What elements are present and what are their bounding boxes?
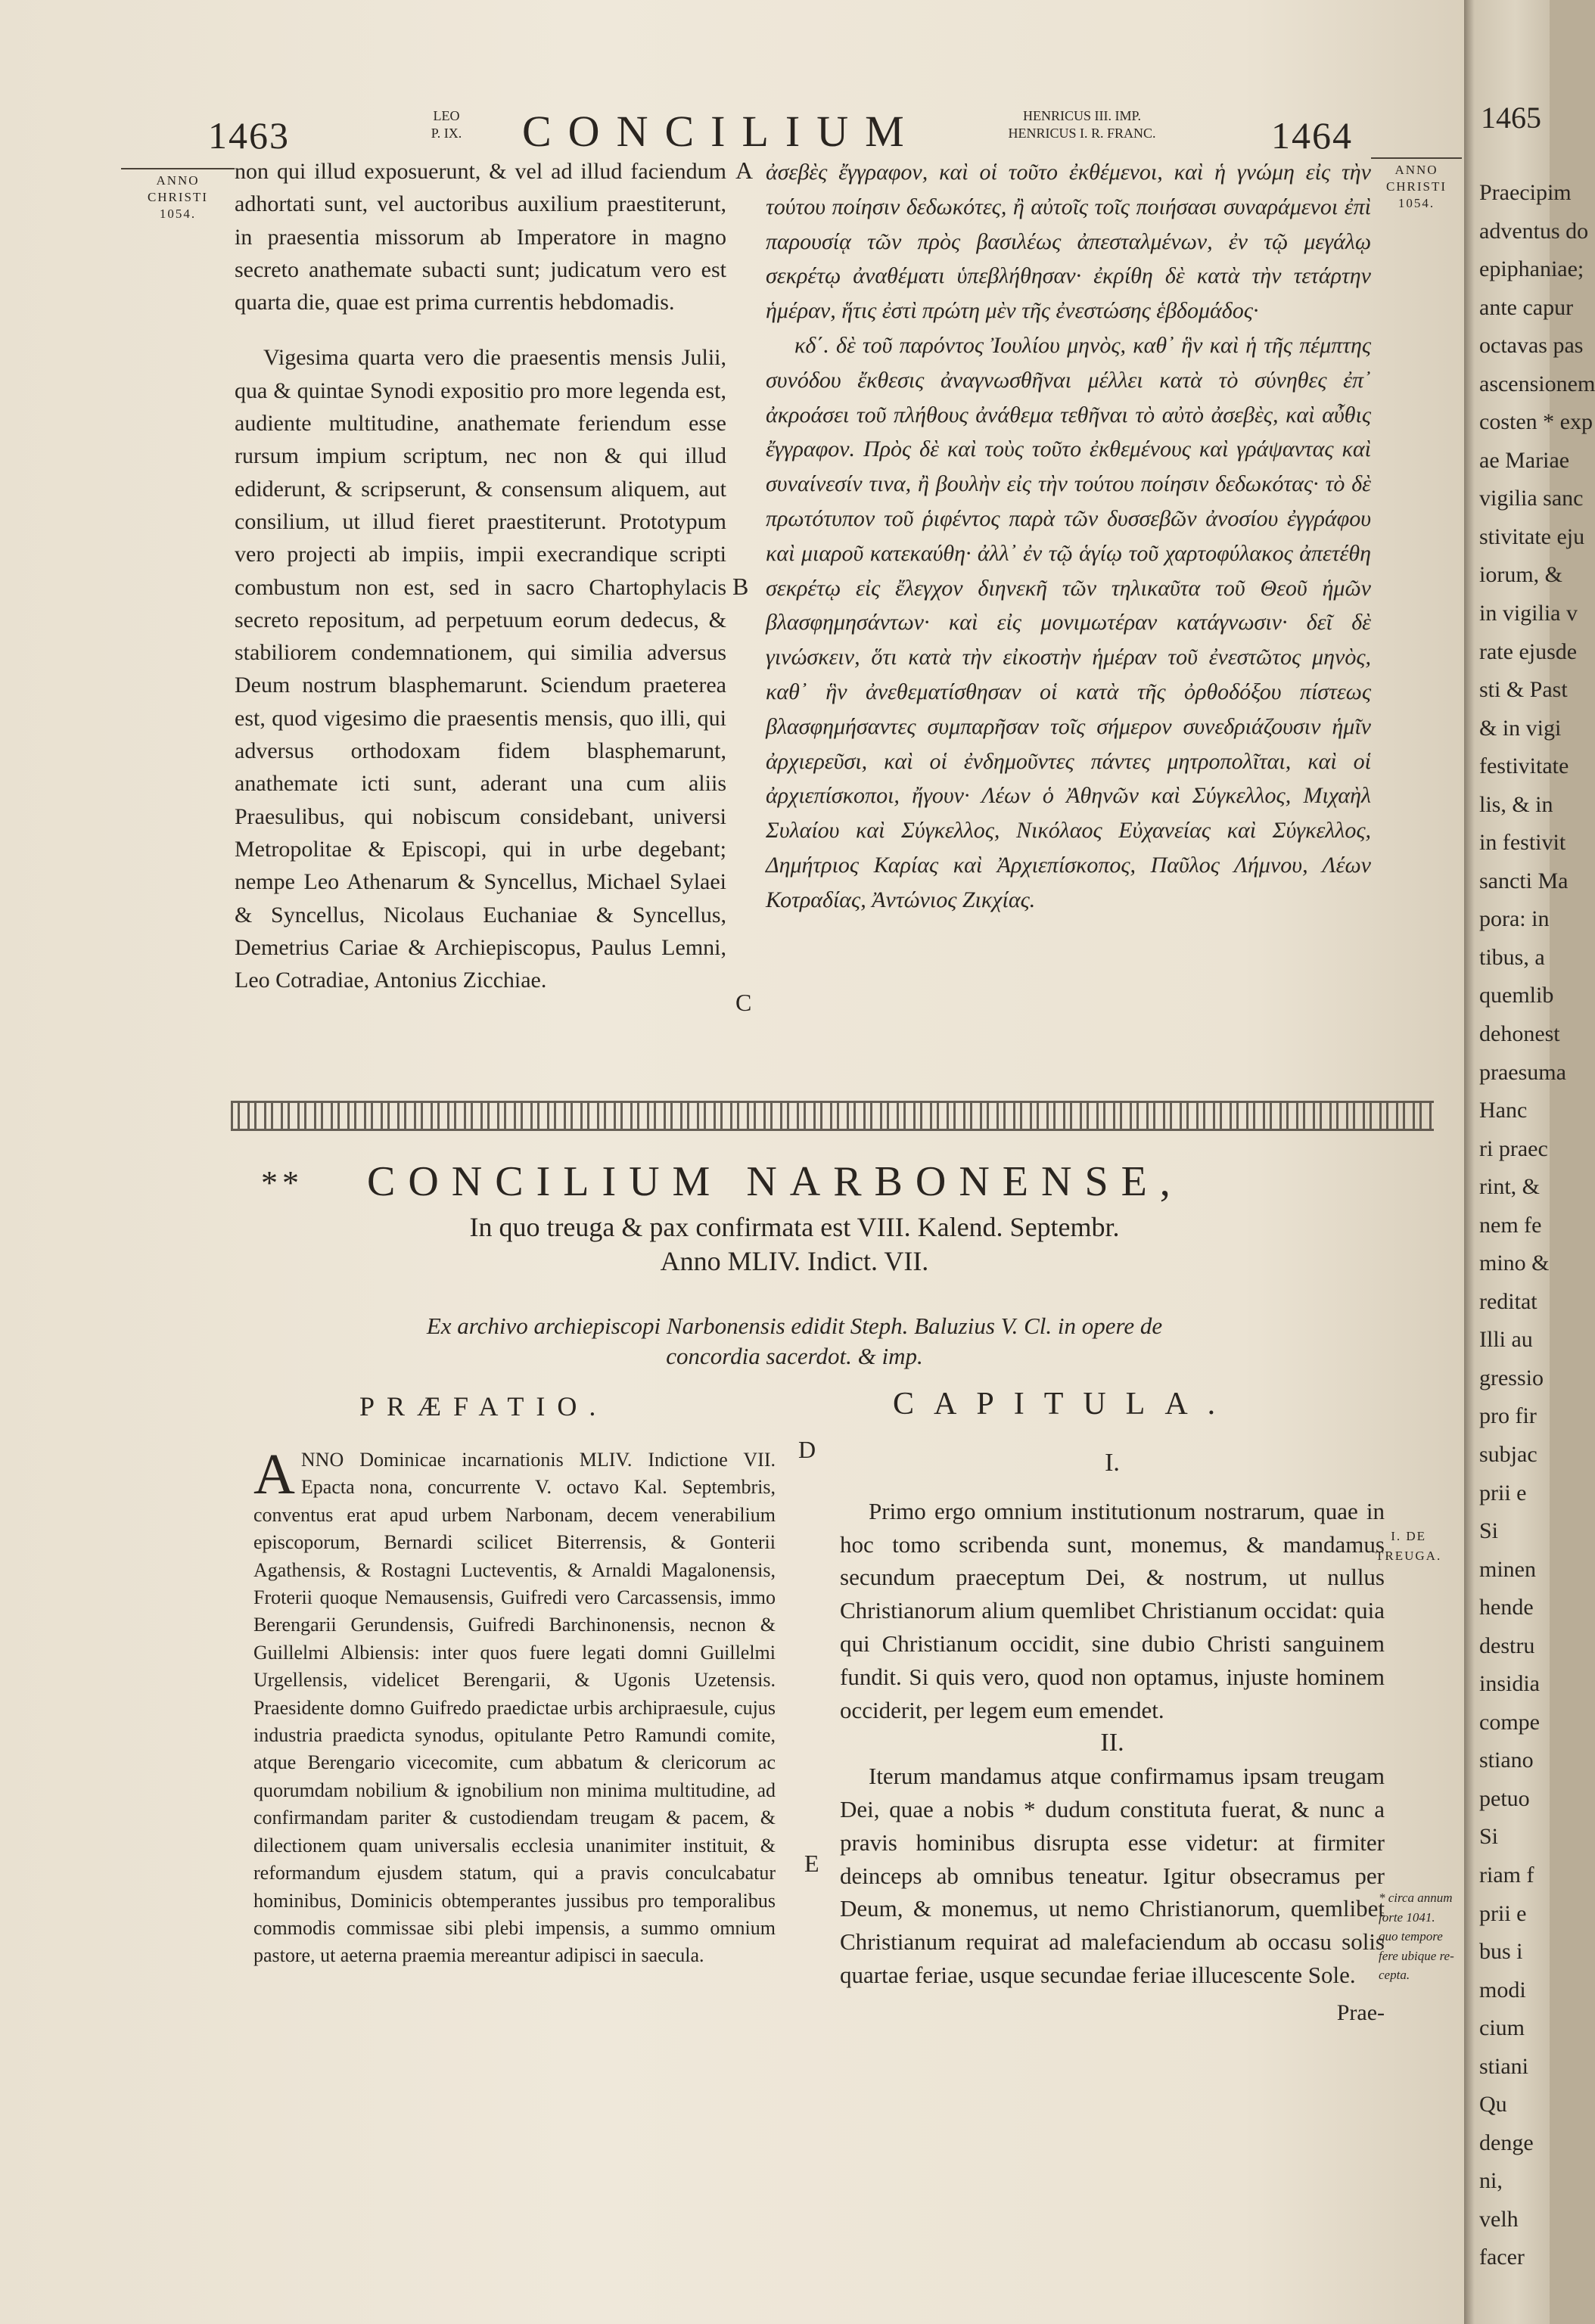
latin-column (235, 155, 726, 996)
adjacent-page-line: ascensionem (1479, 371, 1595, 396)
anno-christi-left: ANNO CHRISTI 1054. (121, 168, 235, 222)
adjacent-page-line: compe (1479, 1709, 1540, 1735)
margin-footnote-circa: * circa annum forte 1041. quo tempore fere ubique re- cepta. (1379, 1891, 1454, 1982)
adjacent-page-line: bus i (1479, 1939, 1523, 1965)
adjacent-page-line: riam f (1479, 1863, 1534, 1887)
adjacent-page-line: subjac (1479, 1442, 1537, 1467)
adjacent-page-line: cium (1479, 2015, 1525, 2041)
adjacent-page-line: facer (1479, 2245, 1525, 2270)
catchword: Prae- (1336, 1999, 1385, 2025)
adjacent-page-line: iorum, & (1479, 562, 1562, 588)
adjacent-page-line: sancti Ma (1479, 868, 1569, 893)
adjacent-page-line: minen (1479, 1556, 1536, 1582)
adjacent-page-line: octavas pas (1479, 333, 1584, 359)
section-letter-c: C (735, 989, 752, 1016)
section-letter-e: E (804, 1850, 819, 1877)
greek-column (766, 155, 1371, 918)
adjacent-page-line: prii e (1479, 1900, 1527, 1926)
anno-christi-right: ANNO CHRISTI 1054. (1371, 157, 1462, 212)
adjacent-page-line: festivitate (1479, 753, 1569, 779)
ornamental-divider (231, 1101, 1434, 1131)
adjacent-page-line: dehonest (1479, 1021, 1560, 1046)
adjacent-page-edge (1464, 0, 1595, 2324)
chapter-number-1: I. (1105, 1449, 1120, 1477)
adjacent-page-line: stivitate eju (1479, 524, 1585, 549)
pope-heading: LEO P. IX. (431, 108, 462, 141)
adjacent-page-line: destru (1479, 1633, 1535, 1658)
adjacent-page-line: hende (1479, 1595, 1534, 1620)
drop-capital: A (253, 1443, 295, 1506)
adjacent-page-line: adventus do (1479, 218, 1589, 244)
adjacent-page-line: nem fe (1479, 1212, 1542, 1238)
adjacent-page-line: stiano (1479, 1748, 1534, 1773)
greek-paragraph-2: κδ΄. δὲ τοῦ παρόντος Ἰουλίου μηνὸς, καθ᾿ ἣν καὶ ἡ τῆς πέμπτης συνόδου ἔκθεσις ἀναγνωσθῆναι μέλλει κατὰ τὸ σύνηθες ἐπ᾿ ἀκροάσει τοῦ πλήθους ἀνάθεμα τεθῆναι τὸ αὐτὸ ἀσεβὲς, καὶ αὖθις ἔγγραφον. Πρὸς δὲ καὶ τοὺς τοῦτο ἐκθεμένους καὶ γράψαντας καὶ συναίνεσίν τινα, ἢ βουλὴν εἰς τὴν τούτου ποίησιν δεδωκότας· τὸ δὲ πρωτότυπον τοῦ ῥιφέντος παρὰ τῶν δυσσεβῶν ἀνοσίου ἐγγράφου καὶ μιαροῦ κατεκαύθη· ἀλλ᾿ ἐν τῷ ἁγίῳ τοῦ χαρτοφύλακος ἀπετέθη σεκρέτῳ εἰς ἔλεγχον διηνεκῆ τῶν τηλικαῦτα τοῦ Θεοῦ ἡμῶν βλασφημησάντων· καὶ εἰς μονιμωτέραν κατάγνωσιν· δεῖ δὲ γινώσκειν, ὅτι κατὰ τὴν εἰκοστὴν ἡμέραν τοῦ ἐνεστῶτος μηνὸς, καθ᾿ ἣν ἀνεθεματίσθησαν οἱ κατὰ τῆς ὀρθοδόξου πίστεως βλασφημήσαντες συμπαρῆσαν τοῖς σήμερον συνεδριάζουσιν ἡμῖν ἀρχιερεῦσι, καὶ οἱ ἐνδημοῦντες πάντες μητροπολῖται, καὶ οἱ ἀρχιεπίσκοποι, ἤγουν· Λέων ὁ Ἀθηνῶν καὶ Σύγκελλος, Μιχαὴλ Συλαίου καὶ Σύγκελλος, Νικόλαος Εὐχανείας καὶ Σύγκελλος, Δημήτριος Καρίας καὶ Ἀρχιεπίσκοπος, Παῦλος Λήμνου, Λέων Κοτραδίας, Ἀντώνιος Ζικχίας. (766, 332, 1371, 912)
adjacent-page-line: prii e (1479, 1480, 1527, 1505)
asterisks: ** (261, 1164, 303, 1201)
adjacent-page-line: rate ejusde (1479, 638, 1578, 664)
latin-paragraph-2: Vigesima quarta vero die praesentis mensis Julii, qua & quintae Synodi expositio pro more legenda est, audiente multitudine, anathemate feriendum esse rursum impium scriptum, nec non & qui illud ediderunt, & scripserunt, & consensum aliquem, aut consilium, ut illud fieret praestiterunt. Prototypum vero projecti ab impiis, impii execrandique scripti combustum non est, sed in sacro Chartophylacis secreto repositum, ad perpetuum eorum dedecus, & stabiliorem condemnationem, qui similia adversus Deum nostrum blasphemarunt. Sciendum praeterea est, quod vigesimo die praesentis mensis, quo illi, qui adversus orthodoxam fidem blasphemarunt, anathemate icti sunt, aderant una cum aliis Praesulibus, qui nobiscum considebant, universi Metropolitae & Episcopi, qui in urbe degebant; nempe Leo Athenarum & Syncellus, Michael Sylaei & Syncellus, Nicolaus Euchaniae & Syncellus, Demetrius Cariae & Archiepiscopus, Paulus Lemni, Leo Cotradiae, Antonius Zicchiae. (235, 345, 726, 993)
adjacent-page-line: modi (1479, 1977, 1526, 2002)
adjacent-page-line: ante capur (1479, 294, 1574, 320)
adjacent-page-line: quemlib (1479, 983, 1554, 1008)
capitula-heading: CAPITULA. (893, 1387, 1236, 1421)
adjacent-page-line: denge (1479, 2130, 1534, 2155)
margin-de-treuga: I. DE TREUGA. (1376, 1529, 1442, 1563)
capitula-text (840, 1446, 1385, 2025)
adjacent-page-line: gressio (1479, 1365, 1544, 1390)
adjacent-page-line: Si (1479, 1518, 1499, 1544)
council-subtitle: In quo treuga & pax confirmata est VIII. Kalend. Septembr. Anno MLIV. Indict. VII. (469, 1212, 1120, 1276)
adjacent-page-line: ni, (1479, 2168, 1503, 2194)
adjacent-page-line: velh (1479, 2206, 1519, 2232)
adjacent-page-line: Illi au (1479, 1327, 1533, 1353)
adjacent-page-number: 1465 (1481, 101, 1541, 135)
section-letter-b: B (732, 573, 749, 600)
adjacent-page-line: mino & (1479, 1251, 1550, 1276)
adjacent-page-line: & in vigi (1479, 715, 1562, 741)
adjacent-page-line: ri praec (1479, 1136, 1548, 1161)
praefatio-heading: PRÆFATIO. (359, 1391, 608, 1421)
adjacent-page-line: tibus, a (1479, 944, 1545, 970)
adjacent-page-line: lis, & in (1479, 791, 1553, 817)
praefatio-text: ANNO Dominicae incarnationis MLIV. Indictione VII. Epacta nona, concurrente V. octavo Kal. Septembris, conventus erat apud urbem Narbonam, decem venerabilium episcoporum, Bernardi scilicet Biterrensis, & Gonterii Agathensis, & Rostagni Lucteventis, & Arnaldi Magalonensis, Froterii quoque Nemausensis, Guifredi vero Carcassensis, immo Berengarii Gerundensis, Guifredi Barchinonensis, necnon & Guillelmi Albiensis: inter quos fuere legati domni Guillelmi Urgellensis, videlicet Berengarii, & Ugonis Uzetensis. Praesidente domno Guifredo praedictae urbis archipraesule, cujus industria praedicta synodus, opitulante Petro Ramundi comite, atque Berengario vicecomite, cum abbatum & clericorum ac quorumdam nobilium & ignobilium non minima multitudine, ad confirmandam pariter & custodiendam treugam & pacem, & dilectionem quam universalis ecclesia unanimiter instituit, & reformandum ejusdem statum, qui a pravis conculcabatur hominibus, Dominicis obtemperantes jussibus pro temporalibus commodis commissae sibi plebi impensis, a summo omnium pastore, ut aeterna praemia mereantur adipisci in saecula. (253, 1443, 776, 1967)
chapter-1-text: Primo ergo omnium institutionum nostrarum, quae in hoc tomo scribenda sunt, monemus, & mandamus secundum praeceptum Dei, & nostrum, ut nullus Christianorum alium quemlibet Christianum occidat: quia qui Christianum occidit, sine dubio Christi sanguinem fundit. Si quis vero, quod non optamus, injuste hominem occiderit, per legem eum emendet. (840, 1497, 1385, 1723)
adjacent-page-line: ae Mariae (1479, 447, 1570, 473)
adjacent-page-line: petuo (1479, 1785, 1530, 1811)
latin-paragraph-1: non qui illud exposuerunt, & vel ad illud faciendum adhortati sunt, vel auctoribus auxilium praestiterunt, in praesentia missorum ab Imperatore in magno secreto anathemate subacti sunt; judicatum vero est quarta die, quae est prima currentis hebdomadis. (235, 159, 726, 315)
adjacent-page-line: costen * exp (1479, 409, 1593, 435)
adjacent-page-line: rint, & (1479, 1174, 1540, 1200)
source-note: Ex archivo archiepiscopi Narbonensis edidit Steph. Baluzius V. Cl. in opere de concordia sacerdot. & imp. (426, 1313, 1163, 1370)
adjacent-page-line: Praecipim (1479, 180, 1572, 205)
running-title: CONCILIUM (522, 107, 921, 156)
page-header (0, 91, 1464, 159)
adjacent-page-line: praesuma (1479, 1059, 1566, 1085)
adjacent-page-line: Si (1479, 1824, 1499, 1850)
section-letter-d: D (798, 1436, 816, 1463)
council-title: CONCILIUM NARBONENSE, (367, 1158, 1183, 1205)
section-letter-a: A (735, 157, 754, 184)
adjacent-page-line: sti & Past (1479, 677, 1568, 703)
adjacent-page-line: Hanc (1479, 1098, 1528, 1123)
adjacent-page-line: in festivit (1479, 830, 1566, 856)
page-number-left: 1463 (208, 114, 290, 157)
emperor-heading: HENRICUS III. IMP. HENRICUS I. R. FRANC. (1008, 108, 1156, 141)
adjacent-page-line: pro fir (1479, 1403, 1537, 1429)
adjacent-page-line: stiani (1479, 2053, 1528, 2079)
chapter-2-text: Iterum mandamus atque confirmamus ipsam treugam Dei, quae a nobis * dudum constituta fuerat, & nunc a pravis hominibus disrupta esse videtur: at firmiter deinceps ab omnibus teneatur. Igitur obsecramus per Deum, & monemus, ut nemo Christianorum, quemlibet Christianum requirat ad malefaciendum ab occasu solis quartae feriae, usque secundae feriae illucescente Sole. (840, 1763, 1385, 1988)
adjacent-page-line: epiphaniae; (1479, 256, 1584, 282)
adjacent-page-line: pora: in (1479, 906, 1550, 932)
adjacent-page-line: in vigilia v (1479, 601, 1578, 626)
adjacent-page-line: insidia (1479, 1671, 1540, 1697)
page-number-right: 1464 (1271, 114, 1353, 157)
adjacent-page-line: Qu (1479, 2092, 1507, 2117)
chapter-number-2: II. (1100, 1729, 1124, 1757)
adjacent-page-line: reditat (1479, 1288, 1537, 1314)
adjacent-page-line: vigilia sanc (1479, 486, 1584, 511)
greek-paragraph-1: ἀσεβὲς ἔγγραφον, καὶ οἱ τοῦτο ἐκθέμενοι, καὶ ἡ γνώμη εἰς τὴν τούτου ποίησιν δεδωκότες, ἢ αὐτοῖς τοῖς ποιήσασι συναράμενοι ἐπὶ παρουσίᾳ τῶν πρὸς βασιλέως ἀπεσταλμένων, ἐν τῷ μεγάλῳ σεκρέτῳ ἀναθέματι ὑπεβλήθησαν· ἐκρίθη δὲ κατὰ τὴν τετάρτην ἡμέραν, ἥτις ἐστὶ πρώτη μὲν τῆς ἐνεστώσης ἑβδομάδος· (766, 160, 1371, 324)
